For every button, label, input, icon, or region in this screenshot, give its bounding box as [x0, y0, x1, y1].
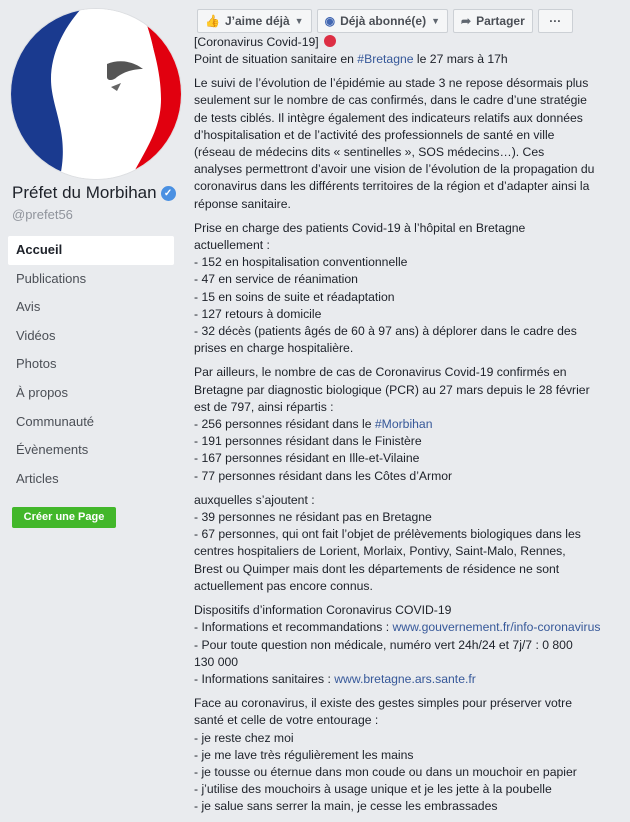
nav-item-communaute[interactable]: Communauté — [16, 413, 95, 429]
text-line: - je reste chez moi — [194, 730, 294, 745]
paragraph-intro — [194, 75, 630, 213]
text-line: (réseau de médecins dits « sentinelles », SOS médecins…). Ces — [194, 145, 545, 160]
marianne-logo-icon — [11, 9, 182, 180]
text-line: réponse sanitaire. — [194, 196, 291, 211]
text-line: Par ailleurs, le nombre de cas de Coronavirus Covid-19 confirmés en — [194, 365, 567, 380]
header-date: le 27 mars à 17h — [413, 52, 508, 66]
link-gouvernement[interactable]: www.gouvernement.fr/info-coronavirus — [392, 620, 601, 635]
like-button[interactable] — [197, 9, 312, 33]
text-line: 130 000 — [194, 654, 239, 669]
nav-item-accueil[interactable]: Accueil — [8, 236, 174, 265]
follow-button[interactable] — [317, 9, 448, 33]
page-navigation — [8, 236, 174, 493]
text-line: seulement sur le nombre de cas confirmés, dans le cadre d’une stratégie — [194, 93, 587, 108]
page-action-bar — [197, 9, 573, 33]
nav-item-avis[interactable]: Avis — [16, 299, 41, 315]
thumbs-up-icon: 👍 — [205, 14, 220, 28]
left-sidebar — [0, 0, 190, 822]
paragraph-hospital — [194, 220, 630, 358]
like-label: J’aime déjà — [224, 14, 290, 28]
verified-badge-icon: ✓ — [161, 186, 176, 201]
text-line: - Informations sanitaires : — [194, 671, 335, 686]
paragraph-additional — [194, 492, 630, 595]
rss-icon: ◉ — [324, 14, 336, 28]
text-line: est de 797, ainsi répartis : — [194, 399, 334, 414]
page-name-text[interactable]: Préfet du Morbihan — [12, 183, 157, 202]
text-line: Bretagne par diagnostic biologique (PCR) au 27 mars depuis le 28 février — [194, 382, 590, 397]
text-line: prises en charge hospitalière. — [194, 341, 354, 356]
text-line: - 77 personnes résidant dans les Côtes d’Armor — [194, 468, 453, 483]
text-line: - je tousse ou éternue dans mon coude ou dans un mouchoir en papier — [194, 764, 577, 779]
share-button[interactable] — [453, 9, 533, 33]
create-page-button[interactable]: Créer une Page — [12, 507, 116, 528]
text-line: centres hospitaliers de Lorient, Morlaix, Pontivy, Saint-Malo, Rennes, — [194, 544, 566, 559]
paragraph-info — [194, 602, 630, 688]
follow-label: Déjà abonné(e) — [340, 14, 427, 28]
text-line: - je salue sans serrer la main, je cesse les embrassades — [194, 799, 498, 814]
text-line: - 191 personnes résidant dans le Finistère — [194, 434, 422, 449]
text-line: - 167 personnes résidant en Ille-et-Vilaine — [194, 451, 420, 466]
post-subheader — [194, 51, 630, 68]
nav-item-articles[interactable]: Articles — [16, 470, 59, 486]
text-line: Dispositifs d’information Coronavirus COVID-19 — [194, 603, 452, 618]
header-text: Point de situation sanitaire en — [194, 52, 358, 66]
text-line: santé et celle de votre entourage : — [194, 713, 379, 728]
text-line: auxquelles s’ajoutent : — [194, 492, 315, 507]
text-line: - 67 personnes, qui ont fait l’objet de prélèvements biologiques dans les — [194, 527, 581, 542]
text-line: - Informations et recommandations : — [194, 620, 393, 635]
page-handle[interactable]: @prefet56 — [12, 207, 73, 222]
text-line: actuellement pas encore connus. — [194, 578, 373, 593]
paragraph-cases — [194, 364, 630, 484]
nav-item-evenements[interactable]: Évènements — [16, 442, 89, 458]
text-line: - 127 retours à domicile — [194, 306, 322, 321]
hashtag-morbihan[interactable]: #Morbihan — [374, 417, 433, 432]
text-line: - Pour toute question non médicale, numéro vert 24h/24 et 7j/7 : 0 800 — [194, 637, 573, 652]
paragraph-gestures — [194, 695, 630, 815]
nav-item-photos[interactable]: Photos — [16, 356, 57, 372]
post-content — [194, 37, 630, 822]
text-line: Face au coronavirus, il existe des gestes simples pour préserver votre — [194, 696, 572, 711]
text-line: coronavirus dans les différents territoires de la région et d’adapter ainsi la — [194, 179, 590, 194]
profile-picture[interactable] — [10, 8, 182, 180]
page-name[interactable] — [12, 183, 176, 203]
text-line: - 152 en hospitalisation conventionnelle — [194, 255, 408, 270]
nav-item-videos[interactable]: Vidéos — [16, 327, 56, 343]
text-line: de tests ciblés. Il intègre également des indicateurs relatifs aux données — [194, 110, 583, 125]
chevron-down-icon: ▼ — [294, 16, 304, 26]
red-circle-icon — [324, 35, 336, 47]
share-label: Partager — [476, 14, 525, 28]
text-line: d’hospitalisation et de l’activité des professionnels de santé en ville — [194, 127, 555, 142]
text-line: analyses permettront d’avoir une vision de l’évolution de la propagation du — [194, 162, 595, 177]
link-ars-bretagne[interactable]: www.bretagne.ars.sante.fr — [334, 671, 476, 686]
text-line: - 32 décès (patients âgés de 60 à 97 ans) à déplorer dans le cadre des — [194, 324, 577, 339]
post-header-line — [194, 34, 630, 51]
post-title-tag: [Coronavirus Covid-19] — [194, 35, 319, 49]
nav-item-a-propos[interactable]: À propos — [16, 384, 69, 400]
text-line: - j’utilise des mouchoirs à usage unique et je les jette à la poubelle — [194, 782, 552, 797]
text-line: - 47 en service de réanimation — [194, 272, 358, 287]
text-line: Prise en charge des patients Covid-19 à l’hôpital en Bretagne — [194, 220, 526, 235]
text-line: Le suivi de l’évolution de l’épidémie au stade 3 ne repose désormais plus — [194, 76, 589, 91]
text-line: - 256 personnes résidant dans le — [194, 417, 375, 432]
text-line: - je me lave très régulièrement les mains — [194, 747, 414, 762]
text-line: - 39 personnes ne résidant pas en Bretagne — [194, 510, 432, 525]
nav-item-publications[interactable]: Publications — [16, 270, 87, 286]
more-options-button[interactable]: ··· — [538, 9, 573, 33]
text-line: - 15 en soins de suite et réadaptation — [194, 289, 395, 304]
chevron-down-icon: ▼ — [431, 16, 441, 26]
hashtag-bretagne[interactable]: #Bretagne — [357, 52, 414, 66]
text-line: actuellement : — [194, 238, 270, 253]
text-line: Brest ou Quimper mais dont les départements de résidence ne sont — [194, 561, 560, 576]
share-arrow-icon: ➦ — [461, 14, 472, 28]
